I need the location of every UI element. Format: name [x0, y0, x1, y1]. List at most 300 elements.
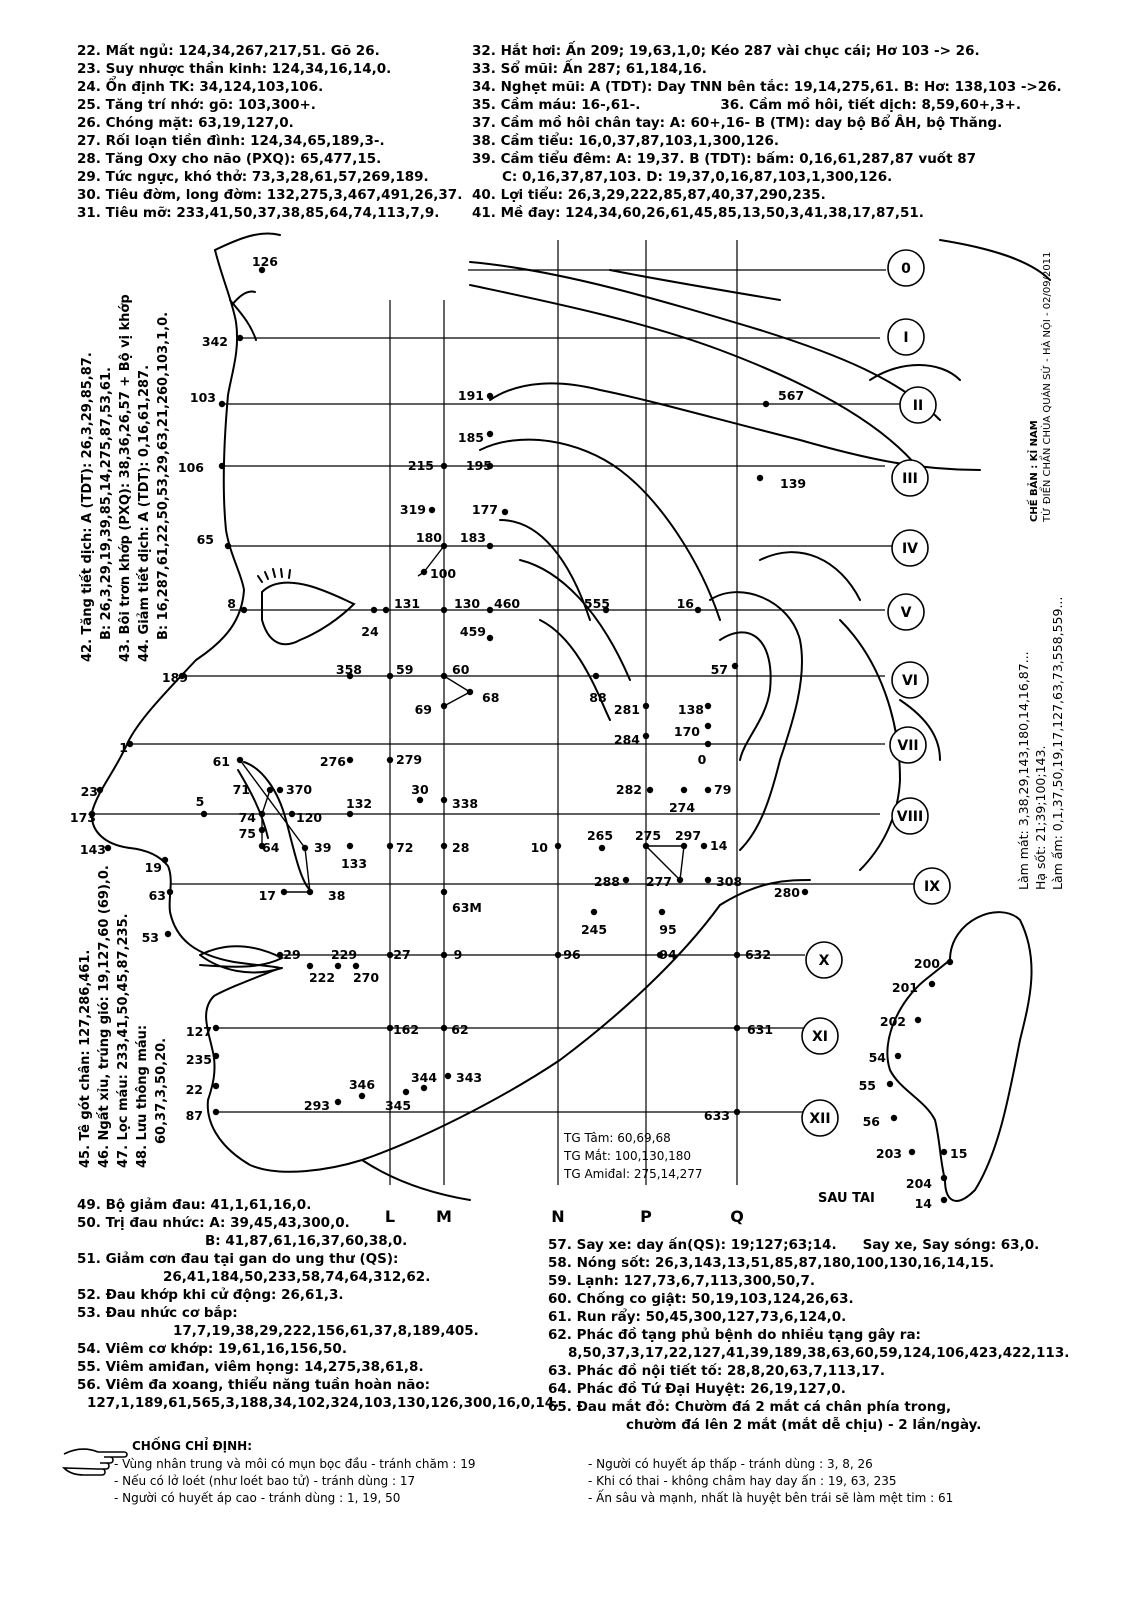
row-label: II: [912, 398, 924, 414]
acupoint-dot: [213, 1025, 219, 1031]
acupoint-dot: [947, 959, 953, 965]
acupoint-label: 282: [615, 782, 642, 797]
acupoint-label: 126: [251, 254, 278, 269]
point-connector: [444, 692, 470, 706]
list-item: - Người có huyết áp cao - tránh dùng : 1, 19, 50: [114, 1491, 401, 1505]
acupoint-label: 203: [875, 1146, 902, 1161]
acupoint-label: 131: [394, 596, 421, 611]
acupoint-label: 274: [668, 800, 696, 815]
ear-inner: [720, 632, 771, 760]
point-connector: [444, 676, 470, 692]
acupoint-label: 460: [494, 596, 521, 611]
list-item: Làm mát: 3,38,29,143,180,14,16,87...: [1016, 651, 1031, 890]
list-item: 65. Đau mắt đỏ: Chườm đá 2 mắt cá chân phía trong,: [548, 1399, 952, 1415]
list-item: 45. Tê gót chân: 127,286,461.: [78, 949, 93, 1168]
row-label: 0: [901, 261, 911, 277]
acupoint-dot: [267, 787, 273, 793]
acupoint-label: 370: [286, 782, 313, 797]
acupoint-label: 200: [913, 956, 940, 971]
acupoint-dot: [941, 1175, 947, 1181]
acupoint-label: 215: [407, 458, 434, 473]
acupoint-dot: [347, 757, 353, 763]
acupoint-dot: [734, 1109, 740, 1115]
acupoint-label: 100: [430, 566, 457, 581]
acupoint-label: 14: [914, 1196, 932, 1211]
acupoint-dot: [387, 843, 393, 849]
list-item: 56. Viêm đa xoang, thiểu năng tuần hoàn não:: [77, 1377, 431, 1393]
acupoint-label: 38: [328, 888, 346, 903]
list-item: 40. Lợi tiểu: 26,3,29,222,85,87,40,37,290,235.: [472, 187, 826, 203]
column-label: M: [436, 1207, 452, 1226]
acupoint-dot: [281, 889, 287, 895]
acupoint-label: 87: [185, 1108, 203, 1123]
acupoint-dot: [441, 673, 447, 679]
list-item: 44. Giảm tiết dịch: A (TDT): 0,16,61,287.: [137, 364, 152, 662]
hair-strand: [215, 233, 280, 250]
tg-note: TG Tâm: 60,69,68: [564, 1131, 671, 1145]
acupoint-dot: [441, 889, 447, 895]
row-label: IV: [901, 541, 919, 557]
hair-strand: [520, 560, 630, 680]
acupoint-dot: [441, 463, 447, 469]
acupoint-label: 96: [563, 947, 581, 962]
acupoint-label: 344: [410, 1070, 438, 1085]
acupoint-dot: [445, 1073, 451, 1079]
list-item: 46. Ngất xỉu, trúng gió: 19,127,60 (69),0.: [97, 865, 112, 1168]
acupoint-label: 143: [79, 842, 106, 857]
acupoint-dot: [421, 569, 427, 575]
acupoint-dot: [383, 607, 389, 613]
column-label: Q: [730, 1207, 744, 1226]
acupoint-dot: [593, 673, 599, 679]
row-label: XII: [809, 1111, 831, 1127]
list-item: 48. Lưu thông máu:: [135, 1024, 150, 1168]
list-item: 50. Trị đau nhức: A: 39,45,43,300,0.: [77, 1215, 350, 1231]
acupoint-dot: [643, 703, 649, 709]
acupoint-label: 65: [196, 532, 214, 547]
list-item: 60. Chống co giật: 50,19,103,124,26,63.: [548, 1291, 854, 1307]
acupoint-label: 132: [346, 796, 373, 811]
acupoint-label: 9: [453, 947, 463, 962]
acupoint-label: 19: [144, 860, 162, 875]
acupoint-label: 1: [119, 740, 128, 755]
acupoint-label: 138: [677, 702, 704, 717]
contraindications-right: [588, 1456, 953, 1507]
acupoint-dot: [701, 843, 707, 849]
list-item: 42. Tăng tiết dịch: A (TDT): 26,3,29,85,87.: [80, 352, 95, 662]
list-item: Say xe, Say sóng: 63,0.: [862, 1237, 1040, 1253]
acupoint-label: 222: [308, 970, 336, 985]
list-item: - Vùng nhân trung và môi có mụn bọc đầu - tránh chăm : 19: [114, 1457, 476, 1471]
row-labels: [802, 250, 950, 1136]
acupoint-dot: [403, 1089, 409, 1095]
acupoint-label: 280: [773, 885, 800, 900]
list-item: 53. Đau nhức cơ bắp:: [77, 1305, 238, 1321]
acupoint-label: 319: [399, 502, 426, 517]
acupoint-dot: [213, 1083, 219, 1089]
acupoint-label: 202: [879, 1014, 906, 1029]
acupoint-label: 177: [471, 502, 498, 517]
acupoint-dot: [441, 607, 447, 613]
acupoint-label: 284: [613, 732, 640, 747]
acupoint-dot: [347, 843, 353, 849]
acupoint-dot: [891, 1115, 897, 1121]
acupoint-label: 277: [645, 874, 672, 889]
acupoint-dot: [887, 1081, 893, 1087]
acupoint-label: 245: [580, 922, 608, 937]
acupoint-label: 62: [451, 1022, 469, 1037]
acupoint-label: 68: [482, 690, 500, 705]
row-label: VII: [897, 738, 919, 754]
acupoint-dot: [387, 757, 393, 763]
acupoint-label: 127: [185, 1024, 212, 1039]
acupoint-label: 170: [673, 724, 700, 739]
acupoint-label: 342: [201, 334, 228, 349]
acupoint-dot: [201, 811, 207, 817]
acupoint-dot: [259, 827, 265, 833]
acupoint-label: 39: [314, 840, 332, 855]
acupoints: [70, 254, 968, 1211]
acupoint-dot: [353, 963, 359, 969]
indications-list-49-56: [77, 1196, 559, 1412]
acupoint-dot: [213, 1109, 219, 1115]
acupoint-label: 55: [858, 1078, 876, 1093]
list-item: 39. Cầm tiểu đêm: A: 19,37. B (TDT): bấm: 0,16,61,287,87 vuốt 87: [472, 151, 977, 167]
acupoint-dot: [359, 1093, 365, 1099]
acupoint-dot: [734, 952, 740, 958]
acupoint-label: 162: [392, 1022, 420, 1037]
acupoint-label: 185: [457, 430, 484, 445]
acupoint-dot: [895, 1053, 901, 1059]
acupoint-label: 69: [414, 702, 432, 717]
acupoint-label: 8: [227, 596, 236, 611]
acupoint-dot: [941, 1197, 947, 1203]
acupoint-dot: [387, 952, 393, 958]
acupoint-dot: [705, 787, 711, 793]
acupoint-label: 293: [303, 1098, 330, 1113]
contraindications-title: CHỐNG CHỈ ĐỊNH:: [132, 1439, 253, 1453]
acupoint-dot: [659, 909, 665, 915]
eye-shape: [262, 583, 354, 645]
row-label: IX: [923, 879, 941, 895]
column-label: P: [640, 1207, 652, 1226]
list-item: 37. Cầm mồ hôi chân tay: A: 60+,16- B (TM): day bộ Bổ ÂH, bộ Thăng.: [472, 115, 1003, 131]
acupoint-label: 63: [148, 888, 166, 903]
acupoint-dot: [915, 1017, 921, 1023]
list-item: 32. Hắt hơi: Ấn 209; 19,63,1,0; Kéo 287 vài chục cái; Hơ 103 -> 26.: [472, 43, 980, 59]
acupoint-dot: [302, 845, 308, 851]
list-item: chườm đá lên 2 mắt (mắt dễ chịu) - 2 lần/ngày.: [626, 1417, 982, 1433]
acupoint-dot: [705, 741, 711, 747]
tg-note: TG Mắt: 100,130,180: [564, 1149, 692, 1163]
list-item: 30. Tiêu đờm, long đờm: 132,275,3,467,491,26,37.: [77, 187, 463, 203]
acupoint-label: 276: [319, 754, 346, 769]
acupoint-label: 632: [744, 947, 772, 962]
acupoint-dot: [237, 757, 243, 763]
acupoint-dot: [802, 889, 808, 895]
list-item: 25. Tăng trí nhớ: gõ: 103,300+.: [77, 97, 316, 113]
list-item: 41. Mề đay: 124,34,60,26,61,45,85,13,50,3,41,38,17,87,51.: [472, 205, 924, 221]
list-item: 38. Cầm tiểu: 16,0,37,87,103,1,300,126.: [472, 133, 780, 149]
acupoint-dot: [763, 401, 769, 407]
acupoint-label: 95: [659, 922, 677, 937]
acupoint-label: 30: [411, 782, 429, 797]
contraindications-left: [114, 1456, 475, 1507]
acupoint-label: 23: [80, 784, 98, 799]
acupoint-dot: [695, 607, 701, 613]
acupoint-dot: [167, 889, 173, 895]
list-item: 52. Đau khớp khi cử động: 26,61,3.: [77, 1287, 344, 1303]
acupoint-dot: [347, 811, 353, 817]
acupoint-label: 191: [457, 388, 484, 403]
acupoint-label: 270: [352, 970, 380, 985]
row-label: XI: [811, 1029, 829, 1045]
acupoint-dot: [219, 401, 225, 407]
acupoint-label: 358: [335, 662, 362, 677]
acupoint-label: 64: [262, 840, 280, 855]
acupoint-label: 103: [189, 390, 216, 405]
eyelash: [258, 569, 290, 582]
acupoint-label: 53: [141, 930, 159, 945]
acupoint-dot: [705, 877, 711, 883]
acupoint-label: 567: [778, 388, 805, 403]
acupoint-dot: [487, 431, 493, 437]
acupoint-label: 14: [710, 838, 728, 853]
acupoint-dot: [441, 843, 447, 849]
acupoint-label: 10: [530, 840, 548, 855]
row-label: VIII: [896, 809, 924, 825]
list-item: 51. Giảm cơn đau tại gan do ung thư (QS):: [77, 1251, 399, 1267]
acupoint-label: 63M: [452, 900, 482, 915]
list-item-35: 35. Cầm máu: 16-,61-.: [472, 97, 641, 113]
acupoint-label: 180: [415, 530, 442, 545]
acupoint-label: 17: [258, 888, 276, 903]
acupoint-label: 189: [161, 670, 188, 685]
list-item: 29. Tức ngực, khó thở: 73,3,28,61,57,269,189.: [77, 169, 429, 185]
acupoint-dot: [555, 843, 561, 849]
grid-lines: [92, 240, 915, 1185]
acupoint-label: 74: [238, 810, 256, 825]
acupoint-dot: [555, 952, 561, 958]
list-item: 24. Ổn định TK: 34,124,103,106.: [77, 79, 324, 95]
acupoint-label: 308: [716, 874, 743, 889]
acupoint-dot: [241, 607, 247, 613]
list-item: B: 41,87,61,16,37,60,38,0.: [205, 1233, 408, 1249]
hair-strand: [470, 262, 940, 420]
acupoint-label: 195: [465, 458, 492, 473]
acupoint-label: 235: [185, 1052, 212, 1067]
acupoint-dot: [591, 909, 597, 915]
acupoint-label: 631: [746, 1022, 774, 1037]
acupoint-dot: [307, 963, 313, 969]
neck-line: [362, 1160, 470, 1200]
list-item: 43. Bôi trơn khớp (PXQ): 38,36,26,57 + Bộ vị khớp: [118, 294, 133, 662]
row-label: X: [818, 953, 830, 969]
acupoint-label: 297: [674, 828, 702, 843]
acupoint-label: 94: [659, 947, 677, 962]
acupoint-label: 57: [710, 662, 728, 677]
acupoint-dot: [441, 1025, 447, 1031]
acupoint-label: 229: [330, 947, 358, 962]
acupoint-dot: [387, 673, 393, 679]
list-item: - Người có huyết áp thấp - tránh dùng : 3, 8, 26: [588, 1457, 873, 1471]
acupoint-dot: [757, 475, 763, 481]
list-item: 64. Phác đồ Tứ Đại Huyệt: 26,19,127,0.: [548, 1381, 846, 1397]
acupoint-label: 343: [456, 1070, 483, 1085]
list-item: 28. Tăng Oxy cho não (PXQ): 65,477,15.: [77, 151, 382, 167]
acupoint-label: 183: [459, 530, 486, 545]
acupoint-label: 79: [714, 782, 732, 797]
row-label: V: [900, 605, 912, 621]
acupoint-dot: [277, 787, 283, 793]
acupoint-dot: [705, 723, 711, 729]
hair-strand: [940, 240, 1050, 280]
acupoint-dot: [677, 877, 683, 883]
acupoint-dot: [487, 635, 493, 641]
acupoint-dot: [213, 1053, 219, 1059]
acupoint-dot: [371, 607, 377, 613]
acupoint-dot: [487, 607, 493, 613]
row-label: III: [902, 471, 918, 487]
acupoint-label: 133: [340, 856, 368, 871]
acupoint-label: 459: [459, 624, 486, 639]
acupoint-label: 0: [697, 752, 707, 767]
acupoint-label: 338: [452, 796, 479, 811]
list-item: 22. Mất ngủ: 124,34,267,217,51. Gõ 26.: [77, 43, 380, 59]
list-item: 57. Say xe: day ấn(QS): 19;127;63;14.: [548, 1237, 837, 1253]
list-item: 34. Nghẹt mũi: A (TDT): Day TNN bên tắc: 19,14,275,61. B: Hơ: 138,103 ->26.: [472, 79, 1062, 95]
acupoint-dot: [487, 543, 493, 549]
list-item: 59. Lạnh: 127,73,6,7,113,300,50,7.: [548, 1273, 815, 1289]
acupoint-dot: [623, 877, 629, 883]
acupoint-dot: [929, 981, 935, 987]
list-item: 58. Nóng sốt: 26,3,143,13,51,85,87,180,100,130,16,14,15.: [548, 1255, 995, 1271]
acupoint-dot: [487, 393, 493, 399]
tg-note: TG Amiđal: 275,14,277: [564, 1167, 703, 1181]
list-item: - Ấn sâu và mạnh, nhất là huyệt bên trái sẽ làm mệt tim : 61: [588, 1491, 954, 1505]
acupoint-label: 29: [283, 947, 301, 962]
acupoint-label: 106: [177, 460, 204, 475]
list-item: - Khi có thai - không châm hay day ấn : 19, 63, 235: [588, 1474, 897, 1488]
list-item: 63. Phác đồ nội tiết tố: 28,8,20,63,7,113,17.: [548, 1363, 886, 1379]
acupoint-dot: [647, 787, 653, 793]
acupoint-dot: [289, 811, 295, 817]
acupoint-dot: [467, 689, 473, 695]
row-label: VI: [901, 673, 919, 689]
list-item: 49. Bộ giảm đau: 41,1,61,16,0.: [77, 1197, 312, 1213]
list-item: 23. Suy nhược thần kinh: 124,34,16,14,0.: [77, 61, 392, 77]
acupoint-dot: [643, 843, 649, 849]
acupoint-dot: [681, 843, 687, 849]
acupoint-label: 15: [950, 1146, 968, 1161]
ear-outer: [710, 592, 802, 850]
acupoint-dot: [162, 857, 168, 863]
acupoint-label: 130: [454, 596, 481, 611]
hair-strand: [540, 620, 610, 720]
acupoint-label: 346: [348, 1077, 376, 1092]
row-label: I: [903, 330, 909, 346]
acupoint-label: 345: [384, 1098, 412, 1113]
acupoint-label: 555: [583, 596, 610, 611]
column-label: L: [384, 1207, 396, 1226]
acupoint-dot: [705, 703, 711, 709]
hair-strand: [480, 440, 720, 620]
acupoint-dot: [941, 1149, 947, 1155]
acupoint-label: 281: [613, 702, 640, 717]
list-item: Làm ấm: 0,1,37,50,19,17,127,63,73,558,559...: [1050, 596, 1065, 890]
list-item: - Nếu có lở loét (như loét bao tử) - tránh dùng : 17: [114, 1474, 416, 1488]
acupoint-dot: [643, 733, 649, 739]
column-label: N: [551, 1207, 565, 1226]
list-item: 17,7,19,38,29,222,156,61,37,8,189,405.: [173, 1323, 479, 1339]
hair-strand: [470, 285, 920, 470]
acupoint-label: 24: [361, 624, 379, 639]
acupoint-label: 16: [676, 596, 694, 611]
list-item: B: 16,287,61,22,50,53,29,63,21,260,103,1,0.: [156, 311, 171, 640]
acupoint-dot: [225, 543, 231, 549]
acupoint-label: 279: [396, 752, 423, 767]
acupoint-label: 265: [586, 828, 614, 843]
acupoint-dot: [277, 952, 283, 958]
point-connector: [262, 790, 270, 814]
acupoint-dot: [335, 963, 341, 969]
acupoint-dot: [417, 797, 423, 803]
acupoint-dot: [441, 797, 447, 803]
list-item: B: 26,3,29,19,39,85,14,275,87,53,61.: [99, 367, 114, 640]
list-item: 27. Rối loạn tiền đình: 124,34,65,189,3-.: [77, 133, 385, 149]
acupoint-label: 61: [212, 754, 230, 769]
acupoint-dot: [732, 663, 738, 669]
list-item: 62. Phác đồ tạng phủ bệnh do nhiều tạng gây ra:: [548, 1327, 921, 1343]
acupoint-dot: [237, 335, 243, 341]
acupoint-label: 27: [393, 947, 411, 962]
acupoint-dot: [219, 463, 225, 469]
acupoint-label: 28: [452, 840, 470, 855]
acupoint-label: 22: [185, 1082, 203, 1097]
acupoint-dot: [335, 1099, 341, 1105]
hair-strand: [610, 270, 780, 300]
list-item: 8,50,37,3,17,22,127,41,39,189,38,63,60,59,124,106,423,422,113.: [568, 1345, 1070, 1361]
acupoint-dot: [259, 811, 265, 817]
hair-strand: [760, 552, 860, 600]
list-item: 54. Viêm cơ khớp: 19,61,16,156,50.: [77, 1341, 347, 1357]
credit-author: CHẾ BẢN : KỈ NAM: [1029, 420, 1040, 522]
list-item: 60,37,3,50,20.: [154, 1037, 169, 1144]
list-item: 47. Lọc máu: 233,41,50,45,87,235.: [116, 913, 131, 1168]
acupoint-label: 54: [868, 1050, 886, 1065]
acupoint-label: 88: [589, 690, 607, 705]
acupoint-label: 75: [238, 826, 256, 841]
list-item: 33. Sổ mũi: Ấn 287; 61,184,16.: [472, 61, 707, 77]
acupoint-dot: [909, 1149, 915, 1155]
acupoint-dot: [599, 845, 605, 851]
acupoint-dot: [421, 1085, 427, 1091]
acupoint-dot: [441, 952, 447, 958]
acupoint-label: 633: [703, 1108, 730, 1123]
acupoint-dot: [681, 787, 687, 793]
acupoint-dot: [502, 509, 508, 515]
acupoint-dot: [734, 1025, 740, 1031]
acupoint-label: 173: [69, 810, 96, 825]
acupoint-label: 71: [232, 782, 250, 797]
acupoint-label: 288: [593, 874, 620, 889]
list-item-57: [548, 1236, 1069, 1254]
acupoint-label: 59: [396, 662, 414, 677]
list-item: 127,1,189,61,565,3,188,34,102,324,103,130,126,300,16,0,14.: [87, 1395, 560, 1411]
list-item: 61. Run rẩy: 50,45,300,127,73,6,124,0.: [548, 1309, 847, 1325]
acupoint-label: 60: [452, 662, 470, 677]
sau-tai-label: SAU TAI: [818, 1191, 875, 1206]
